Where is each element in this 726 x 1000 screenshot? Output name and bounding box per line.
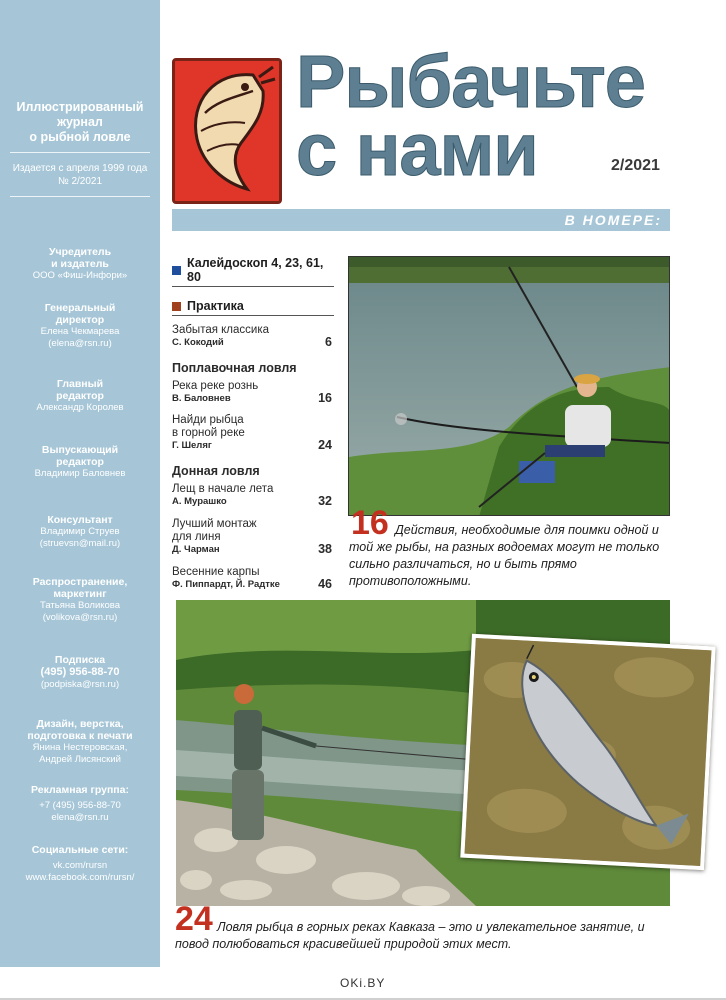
credit-title: Генеральный	[44, 302, 116, 314]
toc-kaleidoscope-label: Калейдоскоп 4, 23, 61, 80	[187, 256, 324, 284]
photo-angler-lake	[348, 256, 670, 516]
toc-subsection: Донная ловля	[172, 464, 260, 478]
magazine-title	[296, 40, 645, 191]
credit-chief-editor	[0, 378, 160, 414]
credit-title: Консультант	[47, 514, 113, 526]
toc-entry[interactable]	[172, 518, 334, 556]
toc-kaleidoscope	[172, 256, 334, 284]
credit-text: Владимир Баловнев	[34, 468, 126, 479]
credit-social	[0, 844, 160, 884]
toc-entry[interactable]	[172, 380, 334, 405]
credit-title: Учредитель	[48, 246, 112, 258]
caption-text: Действия, необходимые для поимки одной и той же рыбы, на разных водоемах могут не только сильно различаться, но и быть прямо противоположными.	[349, 523, 660, 588]
entry-author: В. Баловнев	[172, 393, 231, 404]
caption-page-number: 24	[175, 900, 213, 938]
toc-entry[interactable]	[172, 483, 334, 508]
caption-page-number: 16	[351, 504, 389, 542]
credit-text: ООО «Фиш-Инфори»	[32, 270, 128, 281]
since-text: Издается с апреля 1999 года	[12, 163, 148, 174]
entry-page: 24	[318, 438, 332, 452]
credit-text: Андрей Лисянский	[39, 754, 121, 765]
fish-logo-icon	[175, 61, 279, 201]
credit-text: Татьяна Воликова	[39, 600, 121, 611]
entry-author: С. Кокодий	[172, 337, 224, 348]
toc-practice	[172, 299, 334, 313]
entry-title: Найди рыбца	[172, 414, 244, 426]
entry-title: Забытая классика	[172, 324, 270, 336]
entry-author: Ф. Пиппардт, Й. Радтке	[172, 579, 280, 590]
sidebar-divider	[10, 196, 150, 197]
subscription-phone: (495) 956-88-70	[40, 666, 120, 678]
toc-entry[interactable]	[172, 324, 334, 349]
credit-title: Социальные сети:	[31, 844, 129, 856]
toc-section-label: Практика	[187, 299, 244, 313]
title-line-1: Рыбачьте	[296, 40, 645, 123]
credit-title: редактор	[56, 390, 104, 402]
headline-line: журнал	[57, 115, 103, 129]
sidebar-since	[0, 162, 160, 188]
credit-email: (volikova@rsn.ru)	[42, 612, 118, 623]
credit-text: Александр Королев	[36, 402, 124, 413]
entry-page: 6	[325, 335, 332, 349]
entry-author: Д. Чарман	[172, 544, 220, 555]
toc-divider	[172, 286, 334, 287]
title-line-2: с нами	[296, 108, 538, 191]
sidebar-headline	[0, 100, 160, 145]
caption-text: Ловля рыбца в горных реках Кавказа – это и увлекательное занятие, и повод полюбоваться красивейшей природой этих мест.	[175, 920, 645, 951]
fish-photo-illustration	[465, 638, 712, 866]
entry-author: Г. Шеляг	[172, 440, 212, 451]
credit-founder	[0, 246, 160, 282]
credit-design	[0, 718, 160, 766]
blue-square-icon	[172, 266, 181, 275]
credit-title: директор	[55, 314, 105, 326]
credit-email: (podpiska@rsn.ru)	[40, 679, 120, 690]
headline-line: Иллюстрированный	[16, 100, 144, 114]
in-issue-bar	[172, 209, 670, 231]
toc-entry[interactable]	[172, 414, 334, 452]
credit-subscription	[0, 654, 160, 691]
entry-page: 32	[318, 494, 332, 508]
credit-text: +7 (495) 956-88-70	[39, 800, 121, 811]
credit-title: Выпускающий	[41, 444, 119, 456]
credit-title: Распространение,	[32, 576, 128, 588]
headline-line: о рыбной ловле	[29, 130, 131, 144]
watermark: OKi.BY	[340, 976, 386, 990]
angler-photo-illustration	[349, 257, 670, 516]
issue-number: № 2/2021	[57, 176, 103, 187]
entry-title: для линя	[172, 531, 221, 543]
entry-title: Река реке рознь	[172, 380, 259, 392]
credit-consultant	[0, 514, 160, 550]
credit-title: Дизайн, верстка,	[36, 718, 124, 730]
credit-title: Главный	[56, 378, 104, 390]
credit-text: Елена Чекмарева	[40, 326, 120, 337]
entry-title: Весенние карпы	[172, 566, 260, 578]
toc-subsection: Поплавочная ловля	[172, 361, 297, 375]
credit-email: elena@rsn.ru	[51, 812, 109, 823]
credit-email: (elena@rsn.ru)	[48, 338, 112, 349]
credit-general-director	[0, 302, 160, 350]
credit-distribution	[0, 576, 160, 624]
social-link: vk.com/rursn	[52, 860, 108, 871]
in-issue-heading: В НОМЕРЕ:	[564, 212, 662, 228]
credit-title: Подписка	[54, 654, 106, 666]
social-link: www.facebook.com/rursn/	[25, 872, 135, 883]
issue-date: 2/2021	[611, 157, 660, 174]
credit-title: Рекламная группа:	[31, 784, 129, 796]
photo-caught-fish	[460, 634, 715, 870]
credit-managing-editor	[0, 444, 160, 480]
entry-title: в горной реке	[172, 427, 245, 439]
entry-page: 46	[318, 577, 332, 591]
entry-author: А. Мурашко	[172, 496, 227, 507]
credit-advertising	[0, 784, 160, 824]
credit-text: Янина Нестеровская,	[32, 742, 128, 753]
entry-page: 38	[318, 542, 332, 556]
credit-email: (struevsn@mail.ru)	[39, 538, 121, 549]
brown-square-icon	[172, 302, 181, 311]
entry-title: Лучший монтаж	[172, 518, 257, 530]
magazine-logo	[172, 58, 282, 204]
credit-title: и издатель	[51, 258, 109, 270]
credit-title: маркетинг	[53, 588, 107, 600]
credit-title: подготовка к печати	[27, 730, 133, 742]
table-of-contents	[172, 256, 334, 591]
entry-title: Лещ в начале лета	[172, 483, 274, 495]
credit-title: редактор	[56, 456, 104, 468]
toc-entry[interactable]	[172, 566, 334, 591]
entry-page: 16	[318, 391, 332, 405]
sidebar-divider	[10, 152, 150, 153]
sidebar	[0, 0, 160, 967]
credit-text: Владимир Струев	[40, 526, 120, 537]
toc-divider	[172, 315, 334, 316]
